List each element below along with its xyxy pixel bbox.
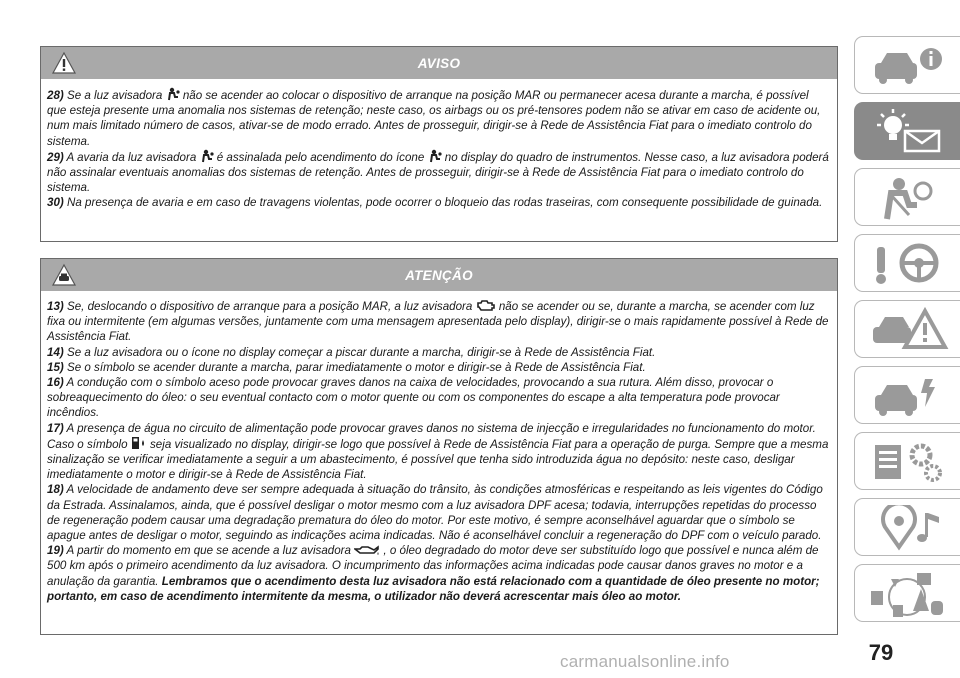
tab-multimedia[interactable] (854, 498, 960, 556)
tab-index[interactable] (854, 564, 960, 622)
tab-starting-driving[interactable] (854, 234, 960, 292)
atencao-box (40, 258, 838, 635)
emergency-icon (869, 307, 949, 353)
note-29: 29) A avaria da luz avisadora é assinalada pelo acendimento do ícone no display do quadro de instrumentos. Nesse caso, a luz avisadora poderá não assinalar eventuais anomalias dos sistemas de retenção. Antes de prosseguir, dirigir-se à Rede de Assistência Fiat para o imediato controlo do sistema. (47, 150, 829, 195)
note-16: 16) A condução com o símbolo aceso pode provocar graves danos na caixa de velocidades, provocando a sua rutura. Além disso, provocar o sobreaquecimento do óleo: o seu eventual contacto com o motor quente ou com os componentes do escape a alta temperatura pode provocar incêndios. (47, 376, 780, 420)
tab-technical-data[interactable] (854, 432, 960, 490)
note-13: 13) Se, deslocando o dispositivo de arranque para a posição MAR, a luz avisadora não se acender ou se, durante a marcha, se acender com luz fixa ou intermitente (em algumas versões, juntamente com uma mensagem apresentada pelo display), dirigir-se o mais rapidamente possível à Rede de Assistência Fiat. (47, 300, 829, 344)
car-info-icon (869, 43, 949, 89)
airbag-warning-icon (166, 87, 180, 101)
aviso-header (41, 47, 837, 79)
car-maintenance-icon (869, 373, 949, 419)
tab-seat-safety[interactable] (854, 168, 960, 226)
caution-car-icon (51, 263, 77, 287)
atencao-title: ATENÇÃO (405, 267, 473, 283)
watermark: carmanualsonline.info (560, 652, 730, 671)
note-17: 17) A presença de água no circuito de alimentação pode provocar graves danos no sistema de injecção e irregularidades no funcionamento do motor. Caso o símbolo seja visualizado no display, dirigir-se logo que possível à Rede de Assistência Fiat para a operação de purga. Sempre que a mesma sinalização se verificar imediatamente a seguir a um abastecimento, é possível que tenha sido introduzida água no depósito: neste caso, desligar imediatamente o motor e dirigir-se à Rede de Assistência Fiat. (47, 421, 829, 482)
note-18: 18) A velocidade de andamento deve ser sempre adequada à situação do trânsito, às condições atmosféricas e respeitando as leis vigentes do Código da Estrada. Assinalamos, ainda, que é possível desligar o motor mesmo com a luz avisadora DPF acesa; todavia, interrupções repetidas do processo de regeneração podem causar uma degradação prematura do óleo do motor. Por este motivo, é sempre aconselhável aguardar que o símbolo se apague antes de desligar o motor, seguindo as indicações acima indicadas. Não é aconselhável concluir a regeneração do DPF com o veículo parado. (47, 483, 823, 543)
aviso-title: AVISO (417, 55, 461, 71)
airbag-warning-icon (200, 149, 214, 163)
aviso-box (40, 46, 838, 242)
page-number: 79 (868, 640, 894, 665)
atencao-body (41, 291, 837, 614)
technical-gears-icon (869, 439, 949, 485)
warning-triangle-icon (51, 51, 77, 75)
note-14: 14) Se a luz avisadora ou o ícone no display começar a piscar durante a marcha, dirigir-se à Rede de Assistência Fiat. (47, 345, 656, 359)
airbag-icon (428, 149, 442, 163)
water-in-fuel-icon (131, 436, 147, 450)
tab-maintenance[interactable] (854, 366, 960, 424)
tab-car-info[interactable] (854, 36, 960, 94)
index-letters-icon (869, 571, 949, 617)
note-30: 30) Na presença de avaria e em caso de travagens violentas, pode ocorrer o bloqueio das rodas traseiras, com consequente possibilidade de guinada. (47, 196, 823, 210)
warning-lights-icon (869, 109, 949, 155)
atencao-header (41, 259, 837, 291)
note-15: 15) Se o símbolo se acender durante a marcha, parar imediatamente o motor e dirigir-se à Rede de Assistência Fiat. (47, 360, 646, 374)
engine-warning-icon (476, 299, 496, 312)
multimedia-icon (869, 505, 949, 551)
aviso-body (41, 79, 837, 221)
tab-emergency[interactable] (854, 300, 960, 358)
seat-safety-icon (869, 175, 949, 221)
note-19: 19) A partir do momento em que se acende a luz avisadora , o óleo degradado do motor deve ser substituído logo que possível e nunca além de 500 km após o primeiro acendimento da luz avisadora. O incumprimento das informações acima indicadas pode causar danos graves no motor e a anulação da garantia. Lembramos que o acendimento desta luz avisadora não está relacionado com a quantidade de óleo presente no motor; portanto, em caso de acendimento intermitente da mesma, o utilizador não deverá acrescentar mais óleo ao motor. (47, 544, 820, 603)
tab-warning-lights[interactable] (854, 102, 960, 160)
note-28: 28) Se a luz avisadora não se acender ao colocar o dispositivo de arranque na posição MAR ou permanecer acesa durante a marcha, é possível que esteja presente uma anomalia nos sistemas de retenção; neste caso, os airbags ou os pré-tensores podem não se ativar em caso de acidente ou, num mais limitado número de casos, ativar-se de modo errado. Antes de prosseguir, dirigir-se à Rede de Assistência Fiat para o imediato controlo do sistema. (47, 89, 821, 148)
oil-degradation-icon (354, 544, 380, 556)
steering-icon (869, 241, 949, 287)
